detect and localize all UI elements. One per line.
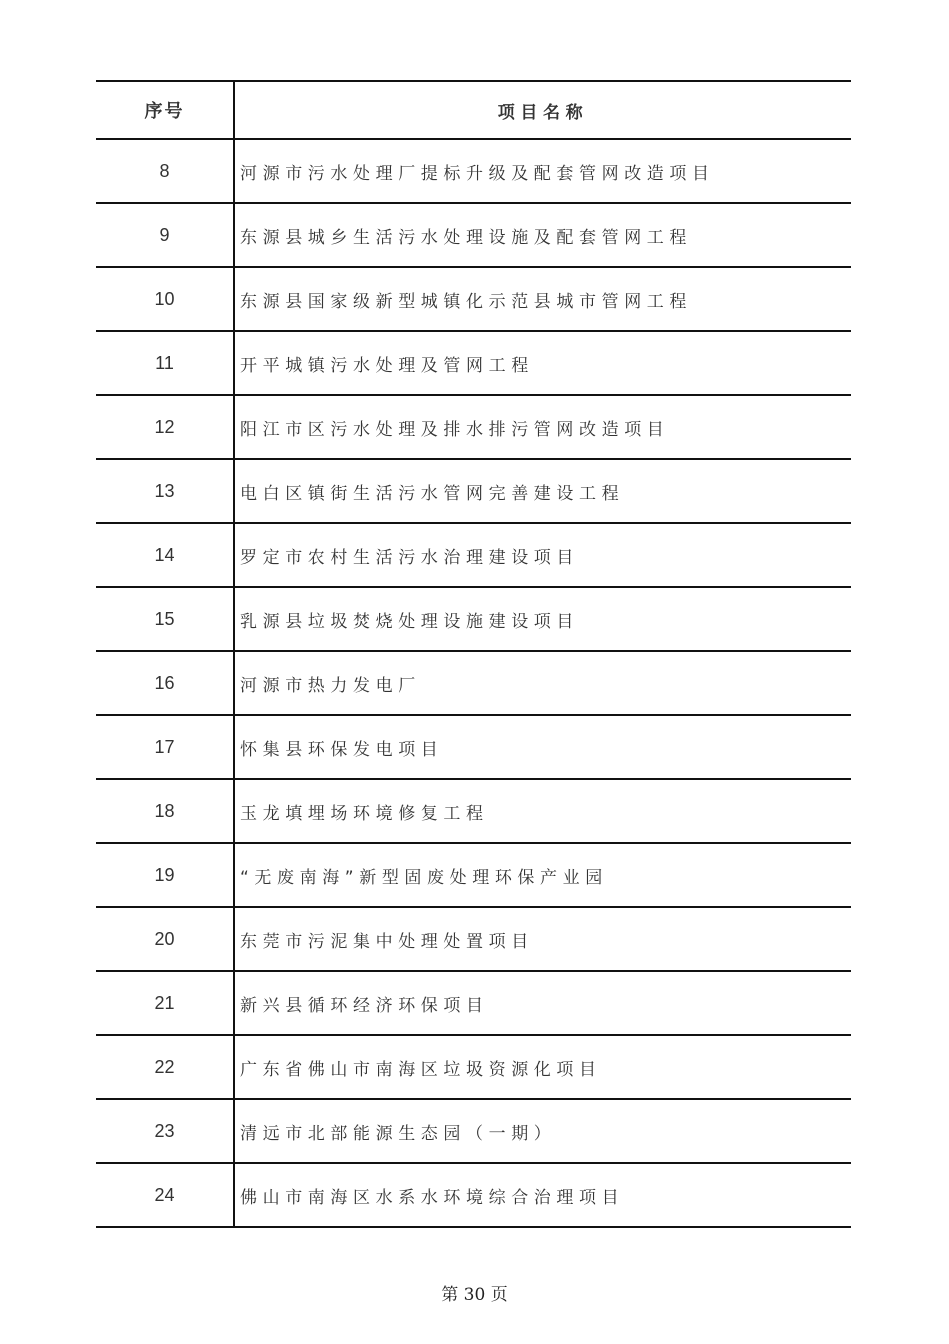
table-row [96, 203, 851, 267]
table-row [96, 843, 851, 907]
project-table [96, 80, 851, 1228]
row-index: 22 [96, 1035, 234, 1099]
table-row [96, 587, 851, 651]
row-index: 21 [96, 971, 234, 1035]
table-row [96, 907, 851, 971]
row-index: 20 [96, 907, 234, 971]
row-project-name: 阳江市区污水处理及排水排污管网改造项目 [234, 395, 851, 459]
table-header-row [96, 81, 851, 139]
table-row [96, 331, 851, 395]
row-index: 18 [96, 779, 234, 843]
row-project-name: 东莞市污泥集中处理处置项目 [234, 907, 851, 971]
row-project-name: 广东省佛山市南海区垃圾资源化项目 [234, 1035, 851, 1099]
row-index: 19 [96, 843, 234, 907]
row-index: 8 [96, 139, 234, 203]
table-row [96, 459, 851, 523]
row-project-name: 罗定市农村生活污水治理建设项目 [234, 523, 851, 587]
row-index: 14 [96, 523, 234, 587]
row-index: 24 [96, 1163, 234, 1227]
table-row [96, 1099, 851, 1163]
table-row [96, 267, 851, 331]
table-row [96, 651, 851, 715]
row-project-name: “无废南海”新型固废处理环保产业园 [234, 843, 851, 907]
row-project-name: 清远市北部能源生态园（一期） [234, 1099, 851, 1163]
row-project-name: 玉龙填埋场环境修复工程 [234, 779, 851, 843]
row-project-name: 电白区镇街生活污水管网完善建设工程 [234, 459, 851, 523]
row-project-name: 东源县城乡生活污水处理设施及配套管网工程 [234, 203, 851, 267]
table-row [96, 1035, 851, 1099]
row-index: 16 [96, 651, 234, 715]
row-project-name: 河源市热力发电厂 [234, 651, 851, 715]
table-row [96, 715, 851, 779]
table-row [96, 971, 851, 1035]
row-project-name: 乳源县垃圾焚烧处理设施建设项目 [234, 587, 851, 651]
table-row [96, 139, 851, 203]
row-index: 13 [96, 459, 234, 523]
row-project-name: 新兴县循环经济环保项目 [234, 971, 851, 1035]
header-name: 项目名称 [234, 81, 851, 139]
row-index: 9 [96, 203, 234, 267]
row-project-name: 怀集县环保发电项目 [234, 715, 851, 779]
row-index: 10 [96, 267, 234, 331]
row-index: 23 [96, 1099, 234, 1163]
table-row [96, 1163, 851, 1227]
row-project-name: 河源市污水处理厂提标升级及配套管网改造项目 [234, 139, 851, 203]
header-index: 序号 [96, 81, 234, 139]
row-index: 11 [96, 331, 234, 395]
row-project-name: 佛山市南海区水系水环境综合治理项目 [234, 1163, 851, 1227]
row-index: 12 [96, 395, 234, 459]
page-number: 第 30 页 [441, 1285, 508, 1305]
table-row [96, 395, 851, 459]
row-index: 17 [96, 715, 234, 779]
table-row [96, 779, 851, 843]
row-index: 15 [96, 587, 234, 651]
row-project-name: 开平城镇污水处理及管网工程 [234, 331, 851, 395]
row-project-name: 东源县国家级新型城镇化示范县城市管网工程 [234, 267, 851, 331]
table-row [96, 523, 851, 587]
